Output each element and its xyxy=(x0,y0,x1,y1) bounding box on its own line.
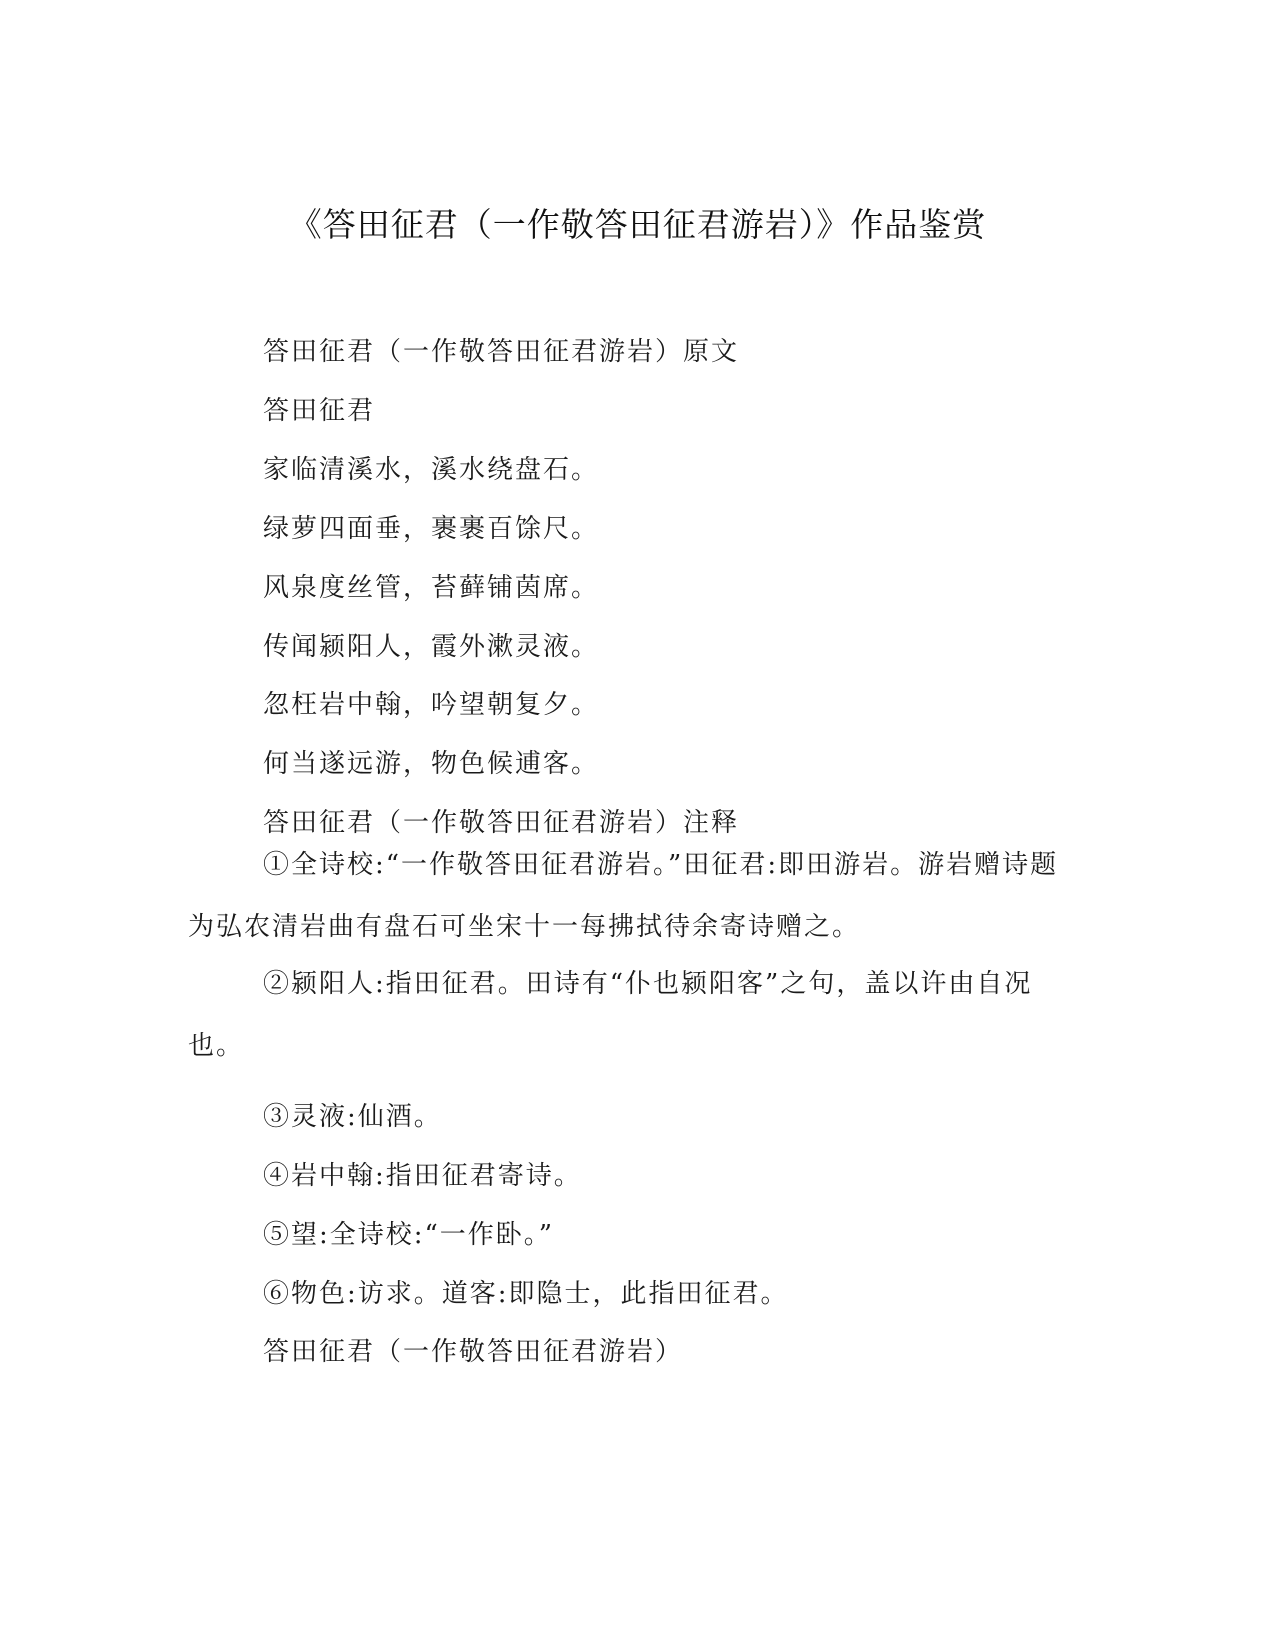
note-line: ⑥物色:访求。道客:即隐士，此指田征君。 xyxy=(263,1279,789,1309)
closing-heading: 答田征君（一作敬答田征君游岩） xyxy=(263,1337,684,1367)
poem-line: 家临清溪水，溪水绕盘石。 xyxy=(263,455,600,485)
document-title: 《答田征君（一作敬答田征君游岩）》作品鉴赏 xyxy=(288,205,987,244)
poem-line: 传闻颍阳人，霞外漱灵液。 xyxy=(263,632,600,662)
poem-line: 风泉度丝管，苔藓铺茵席。 xyxy=(263,573,600,603)
poem-line: 绿萝四面垂，裹裹百馀尺。 xyxy=(263,514,600,544)
note-paragraph: ②颍阳人:指田征君。田诗有“仆也颍阳客”之句，盖以许由自况也。 xyxy=(188,969,1033,1061)
note-line: ⑤望:全诗校:“一作卧。” xyxy=(263,1220,555,1250)
poem-line: 忽枉岩中翰，吟望朝复夕。 xyxy=(263,690,600,720)
original-heading: 答田征君（一作敬答田征君游岩）原文 xyxy=(263,337,740,367)
poem-title: 答田征君 xyxy=(263,396,376,426)
note-line: ③灵液:仙酒。 xyxy=(263,1102,442,1132)
poem-line: 何当遂远游，物色候逋客。 xyxy=(263,749,600,779)
note-paragraph: ①全诗校:“一作敬答田征君游岩。”田征君:即田游岩。游岩赠诗题为弘农清岩曲有盘石可坐宋十一每拂拭待余寄诗赠之。 xyxy=(188,850,1059,942)
notes-heading: 答田征君（一作敬答田征君游岩）注释 xyxy=(263,808,740,838)
note-line: ④岩中翰:指田征君寄诗。 xyxy=(263,1161,582,1191)
